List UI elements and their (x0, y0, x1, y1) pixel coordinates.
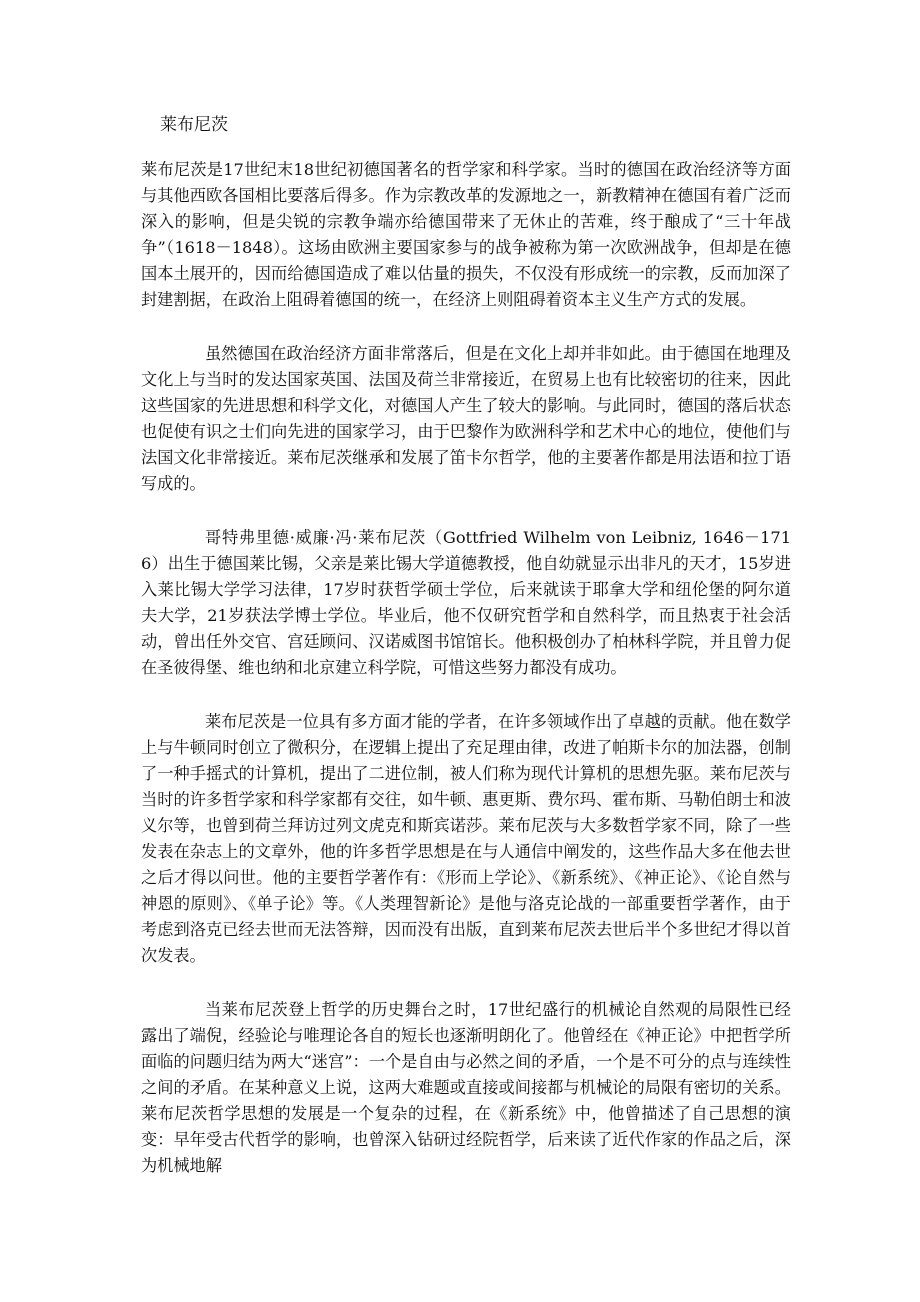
paragraph-intro: 莱布尼茨是17世纪末18世纪初德国著名的哲学家和科学家。当时的德国在政治经济等方面与其他西欧各国相比要落后得多。作为宗教改革的发源地之一，新教精神在德国有着广泛而深入的影响，但是尖锐的宗教争端亦给德国带来了无休止的苦难，终于酿成了“三十年战争”（1618－1848）。这场由欧洲主要国家参与的战争被称为第一次欧洲战争，但却是在德国本土展开的，因而给德国造成了难以估量的损失，不仅没有形成统一的宗教，反而加深了封建割据，在政治上阻碍着德国的统一，在经济上则阻碍着资本主义生产方式的发展。 (141, 160, 791, 309)
paragraph-biography: 哥特弗里德·威廉·冯·莱布尼茨（Gottfried Wilhelm von Leibniz, 1646－1716）出生于德国莱比锡，父亲是莱比锡大学道德教授，他自幼就显示出非凡的天才，15岁进入莱比锡大学学习法律，17岁时获哲学硕士学位，后来就读于耶拿大学和纽伦堡的阿尔道夫大学，21岁获法学博士学位。毕业后，他不仅研究哲学和自然科学，而且热衷于社会活动，曾出任外交官、宫廷顾问、汉诺威图书馆馆长。他积极创办了柏林科学院，并且曾力促在圣彼得堡、维也纳和北京建立科学院，可惜这些努力都没有成功。 (141, 528, 791, 677)
document-title: 莱布尼茨 (160, 115, 228, 135)
paragraph-philosophy: 当莱布尼茨登上哲学的历史舞台之时，17世纪盛行的机械论自然观的局限性已经露出了端倪，经验论与唯理论各自的短长也逐渐明朗化了。他曾经在《神正论》中把哲学所面临的问题归结为两大“迷宫”：一个是自由与必然之间的矛盾，一个是不可分的点与连续性之间的矛盾。在某种意义上说，这两大难题或直接或间接都与机械论的局限有密切的关系。莱布尼茨哲学思想的发展是一个复杂的过程，在《新系统》中，他曾描述了自己思想的演变：早年受古代哲学的影响，也曾深入钻研过经院哲学，后来读了近代作家的作品之后，深为机械地解 (141, 1000, 791, 1175)
paragraph-contributions: 莱布尼茨是一位具有多方面才能的学者，在许多领域作出了卓越的贡献。他在数学上与牛顿同时创立了微积分，在逻辑上提出了充足理由律，改进了帕斯卡尔的加法器，创制了一种手摇式的计算机，提出了二进位制，被人们称为现代计算机的思想先驱。莱布尼茨与当时的许多哲学家和科学家都有交往，如牛顿、惠更斯、费尔玛、霍布斯、马勒伯朗士和波义尔等，也曾到荷兰拜访过列文虎克和斯宾诺莎。莱布尼茨与大多数哲学家不同，除了一些发表在杂志上的文章外，他的许多哲学思想是在与人通信中阐发的，这些作品大多在他去世之后才得以问世。他的主要哲学著作有：《形而上学论》、《新系统》、《神正论》、《论自然与神恩的原则》、《单子论》等。《人类理智新论》是他与洛克论战的一部重要哲学著作，由于考虑到洛克已经去世而无法答辩，因而没有出版，直到莱布尼茨去世后半个多世纪才得以首次发表。 (141, 712, 791, 965)
document-body (141, 157, 791, 1179)
paragraph-culture: 虽然德国在政治经济方面非常落后，但是在文化上却并非如此。由于德国在地理及文化上与当时的发达国家英国、法国及荷兰非常接近，在贸易上也有比较密切的往来，因此这些国家的先进思想和科学文化，对德国人产生了较大的影响。与此同时，德国的落后状态也促使有识之士们向先进的国家学习，由于巴黎作为欧洲科学和艺术中心的地位，使他们与法国文化非常接近。莱布尼茨继承和发展了笛卡尔哲学，他的主要著作都是用法语和拉丁语写成的。 (141, 344, 791, 493)
